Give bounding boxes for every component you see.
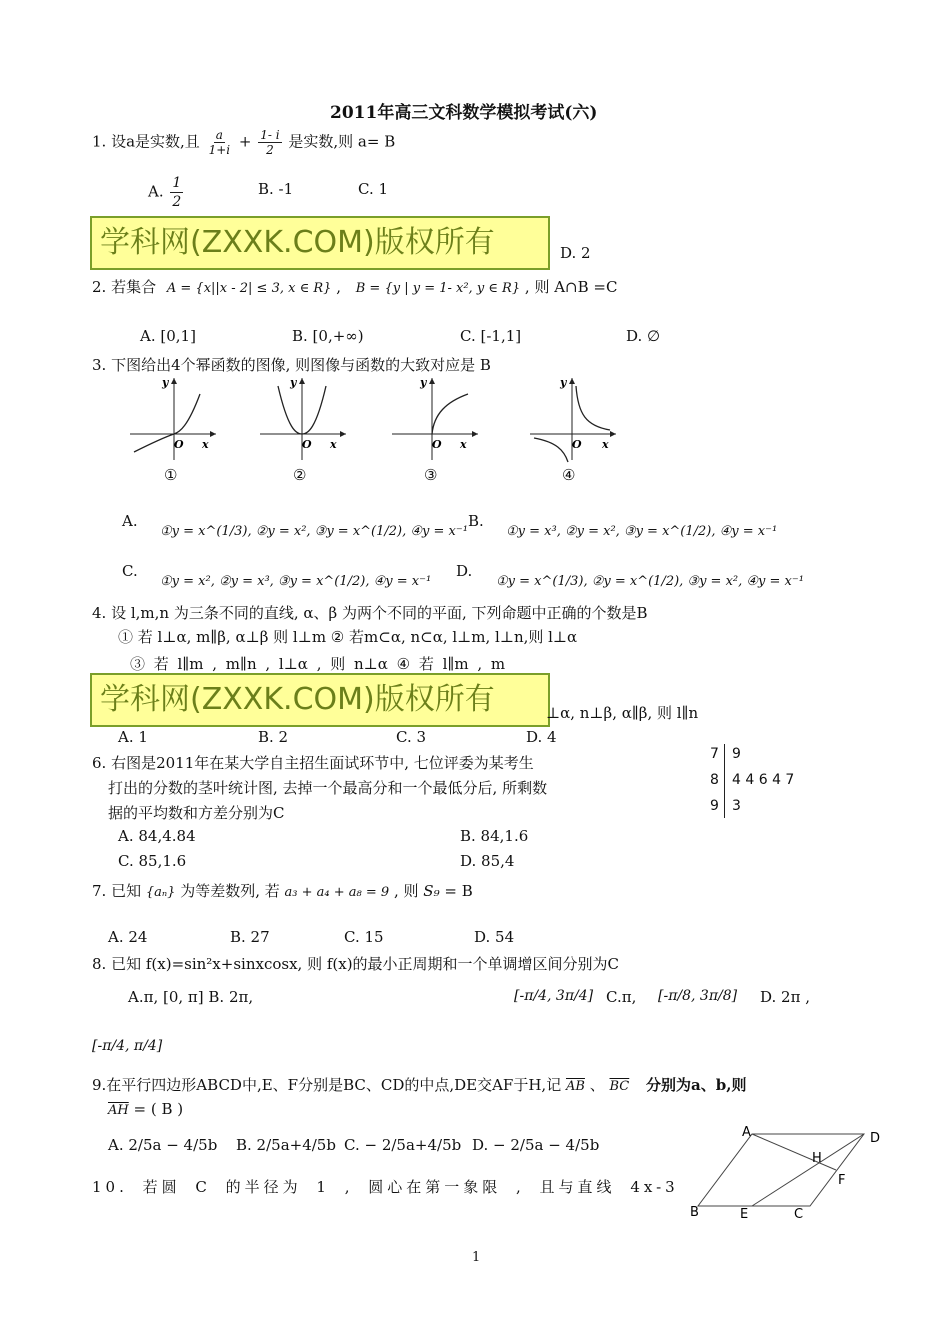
q8-interval-2: [-π/8, 3π/8]: [658, 988, 738, 1004]
graph-3-label: ③: [424, 466, 438, 484]
q3-option-d: ①y = x^(1/3), ②y = x^(1/2), ③y = x², ④y = x⁻¹: [496, 574, 804, 589]
q3-option-b-label: B.: [468, 512, 484, 530]
q6-option-a: A. 84,4.84: [118, 827, 196, 845]
watermark-banner: 学科网(ZXXK.COM)版权所有: [90, 216, 550, 270]
leaves-7: 9: [732, 746, 741, 762]
q3-option-c: ①y = x², ②y = x³, ③y = x^(1/2), ④y = x⁻¹: [160, 574, 432, 589]
q4-option-c: C. 3: [396, 728, 427, 746]
q2-set-a: A = {x||x - 2| ≤ 3, x ∈ R}: [166, 281, 332, 296]
page-number: 1: [472, 1250, 481, 1265]
q9-option-c: C. − 2/5a+4/5b: [344, 1136, 462, 1154]
svg-text:A: A: [742, 1125, 751, 1140]
q7-option-d: D. 54: [474, 928, 515, 946]
stem-7: 7: [710, 746, 719, 762]
svg-text:x: x: [202, 438, 209, 451]
question-4-line-4: ⊥α, n⊥β, α∥β, 则 l∥n: [546, 704, 699, 722]
svg-text:O: O: [432, 438, 442, 451]
q6-option-c: C. 85,1.6: [118, 852, 187, 870]
svg-text:x: x: [330, 438, 337, 451]
q7-option-a: A. 24: [108, 928, 148, 946]
question-6-line-1: 6. 右图是2011年在某大学自主招生面试环节中, 七位评委为某考生: [92, 754, 534, 772]
question-4-line-2: ① 若 l⊥α, m∥β, α⊥β 则 l⊥m ② 若m⊂α, n⊂α, l⊥m, l⊥n,则 l⊥α: [118, 628, 578, 646]
svg-text:y: y: [420, 376, 427, 389]
q8-option-c: C.π,: [606, 988, 637, 1006]
question-10: 10. 若圆 C 的半径为 1 , 圆心在第一象限 , 且与直线 4x-3: [92, 1178, 679, 1196]
q6-option-b: B. 84,1.6: [460, 827, 529, 845]
question-4-line-1: 4. 设 l,m,n 为三条不同的直线, α、β 为两个不同的平面, 下列命题中正确的个数是B: [92, 604, 648, 622]
stem-9: 9: [710, 798, 719, 814]
q3-option-a: ①y = x^(1/3), ②y = x², ③y = x^(1/2), ④y = x⁻¹: [160, 524, 468, 539]
leaves-8: 4 4 6 4 7: [732, 772, 795, 788]
leaves-9: 3: [732, 798, 741, 814]
q4-option-d: D. 4: [526, 728, 557, 746]
svg-text:O: O: [572, 438, 582, 451]
q2-option-c: C. [-1,1]: [460, 327, 522, 345]
svg-text:O: O: [302, 438, 312, 451]
graph-1-label: ①: [164, 466, 178, 484]
question-7: 7. 已知 {aₙ} 为等差数列, 若 a₃ + a₄ + a₈ = 9 , 则 S₉ = B: [92, 882, 473, 900]
stem-leaf-divider: [724, 744, 725, 818]
graph-4-label: ④: [562, 466, 576, 484]
q9-option-a: A. 2/5a − 4/5b: [108, 1136, 218, 1154]
svg-text:y: y: [162, 376, 169, 389]
question-6-line-3: 据的平均数和方差分别为C: [108, 804, 285, 822]
q1-fraction-2: $\frac{1- i}{2}$: [260, 128, 280, 157]
graph-2-label: ②: [293, 466, 307, 484]
question-9-line-1: 9.在平行四边形ABCD中,E、F分别是BC、CD的中点,DE交AF于H,记 $\overline{AB}$ 、 $\overline{BC}$ 分别为a、b,则: [92, 1076, 747, 1094]
page-title: 2011年高三文科数学模拟考试(六): [330, 103, 598, 123]
graph-2: [258, 374, 350, 464]
q3-option-b: ①y = x³, ②y = x², ③y = x^(1/2), ④y = x⁻¹: [506, 524, 778, 539]
question-1: 1. 设a是实数,且 $\frac{a}{1+i}$ + $\frac{1- i}{2}$ 是实数,则 a= B: [92, 128, 396, 157]
svg-text:y: y: [560, 376, 567, 389]
question-2: 2. 若集合 A = {x||x - 2| ≤ 3, x ∈ R} , B = {y | y = 1- x², y ∈ R} , 则 A∩B =C: [92, 278, 618, 296]
q7-option-b: B. 27: [230, 928, 270, 946]
q8-option-a-b: A.π, [0, π] B. 2π,: [128, 988, 254, 1006]
q1-prefix: 1. 设a是实数,且: [92, 132, 200, 151]
graph-4: [528, 374, 620, 464]
svg-text:H: H: [812, 1151, 822, 1166]
svg-text:x: x: [460, 438, 467, 451]
question-8: 8. 已知 f(x)=sin²x+sinxcosx, 则 f(x)的最小正周期和一个单调增区间分别为C: [92, 955, 620, 973]
q1-fraction-1: $\frac{a}{1+i}$: [208, 128, 231, 157]
q9-option-d: D. − 2/5a − 4/5b: [472, 1136, 600, 1154]
stem-8: 8: [710, 772, 719, 788]
q1-option-a: A. $\frac{1}{2}$: [148, 175, 182, 210]
svg-text:D: D: [870, 1131, 881, 1146]
question-3: 3. 下图给出4个幂函数的图像, 则图像与函数的大致对应是 B: [92, 356, 491, 374]
svg-text:F: F: [838, 1173, 846, 1188]
q2-option-d: D. ∅: [626, 327, 661, 345]
q3-option-d-label: D.: [456, 562, 473, 580]
question-9-line-2: $\overline{AH}$ = ( B ): [108, 1100, 184, 1118]
svg-text:y: y: [290, 376, 297, 389]
q1-suffix: 是实数,则 a= B: [288, 132, 396, 151]
svg-text:x: x: [602, 438, 609, 451]
q1-option-d: D. 2: [560, 244, 591, 262]
svg-text:E: E: [740, 1207, 749, 1222]
q4-option-a: A. 1: [118, 728, 148, 746]
q8-option-d: D. 2π ,: [760, 988, 810, 1006]
q2-set-b: B = {y | y = 1- x², y ∈ R}: [355, 281, 521, 296]
parallelogram-figure: [686, 1122, 886, 1226]
svg-text:C: C: [794, 1207, 804, 1222]
question-6-line-2: 打出的分数的茎叶统计图, 去掉一个最高分和一个最低分后, 所剩数: [108, 779, 548, 797]
graph-3: [390, 374, 482, 464]
q1-option-b: B. -1: [258, 180, 294, 198]
svg-text:O: O: [174, 438, 184, 451]
q2-option-a: A. [0,1]: [140, 327, 196, 345]
svg-text:B: B: [690, 1205, 699, 1220]
q6-option-d: D. 85,4: [460, 852, 515, 870]
q2-option-b: B. [0,+∞): [292, 327, 364, 345]
q7-option-c: C. 15: [344, 928, 384, 946]
graph-1: [128, 374, 220, 464]
q3-option-c-label: C.: [122, 562, 138, 580]
q3-option-a-label: A.: [122, 512, 138, 530]
q9-option-b: B. 2/5a+4/5b: [236, 1136, 336, 1154]
q8-interval-3: [-π/4, π/4]: [92, 1038, 163, 1054]
q1-option-c: C. 1: [358, 180, 389, 198]
q4-option-b: B. 2: [258, 728, 289, 746]
q8-interval-1: [-π/4, 3π/4]: [514, 988, 594, 1004]
watermark-banner-2: 学科网(ZXXK.COM)版权所有: [90, 673, 550, 727]
question-4-line-3: ③ 若 l∥m , m∥n , l⊥α , 则 n⊥α ④ 若 l∥m , m: [130, 655, 506, 673]
